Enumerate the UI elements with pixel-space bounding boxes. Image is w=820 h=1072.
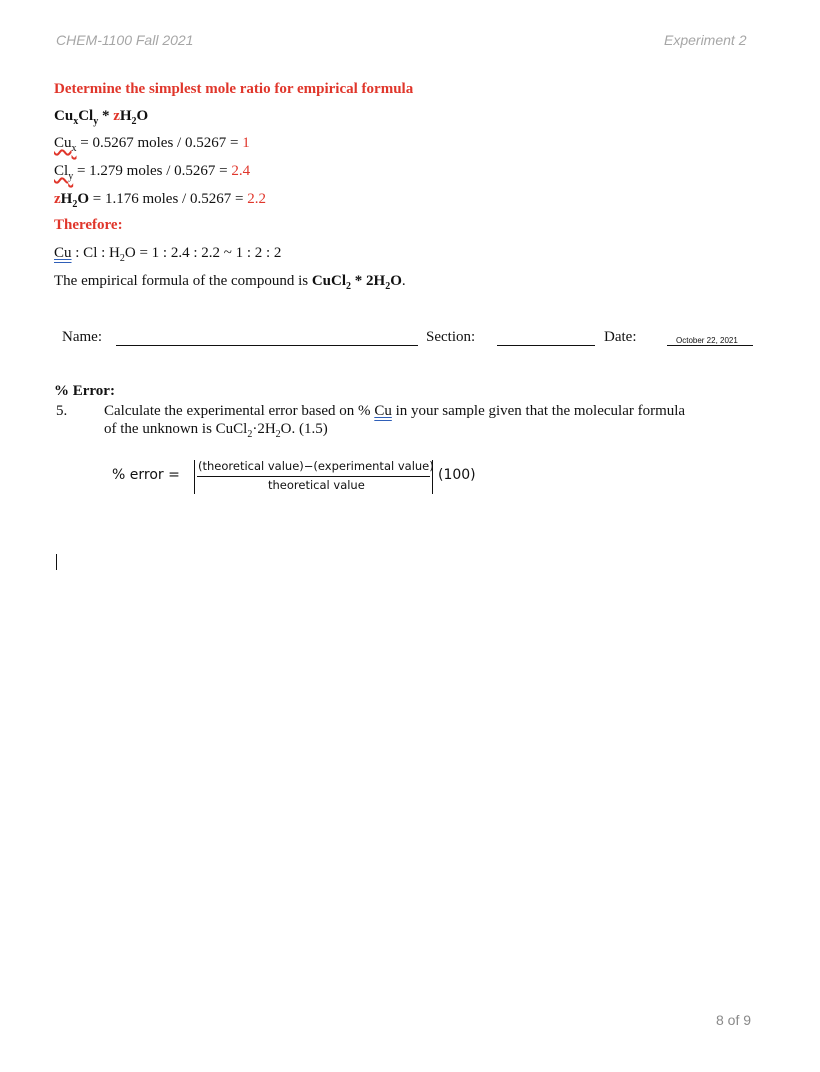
question-text-line2: of the unknown is $CuCl_2\cdot 2H_2O$. (1.5) (104, 421, 328, 440)
page-number: 8 of 9 (716, 1012, 752, 1028)
empirical-formula-conclusion: The empirical formula of the compound is CuCl$_2$ * $2H_2O$. (54, 273, 406, 292)
question-text-line1: Calculate the experimental error based on % Cu in your sample given that the molecular formula (104, 403, 686, 419)
ratio-heading: Determine the simplest mole ratio for empirical formula (54, 81, 414, 97)
name-field-line[interactable] (116, 345, 418, 346)
cu-calculation: $Cu_x = 0.5267$ moles / 0.5267 = 1 (54, 135, 250, 154)
equation-multiplier: (100) (438, 467, 476, 483)
experiment-header: Experiment 2 (664, 32, 747, 48)
name-label: Name: (62, 329, 102, 345)
h2o-calculation: $zH_2O = 1.176$ moles / 0.5267 = 2.2 (54, 191, 266, 210)
cl-calculation: $Cl_y = 1.279$ moles / 0.5267 = 2.4 (54, 163, 251, 182)
abs-bar-left (194, 460, 195, 494)
error-heading: % Error: (54, 383, 115, 399)
fraction-denominator: theoretical value (268, 478, 365, 492)
section-field-line[interactable] (497, 345, 595, 346)
text-cursor (56, 554, 57, 570)
course-header: CHEM-1100 Fall 2021 (56, 32, 194, 48)
fraction-numerator: (theoretical value)−(experimental value) (198, 459, 434, 473)
abs-bar-right (432, 460, 433, 494)
question-number: 5. (56, 403, 68, 419)
general-formula: $Cu_xCl_y * zH_2O$ (54, 108, 149, 127)
fraction-bar (197, 476, 430, 477)
equation-lhs: % error = (112, 467, 180, 483)
therefore-label: Therefore: (54, 217, 123, 233)
date-label: Date: (604, 329, 637, 345)
mole-ratio-line: Cu : Cl : $H_2O = 1$ : 2.4 : 2.2 ~ 1 : 2 : 2 (54, 245, 282, 264)
date-field-line[interactable] (667, 345, 753, 346)
date-value: October 22, 2021 (676, 336, 738, 345)
section-label: Section: (426, 329, 476, 345)
